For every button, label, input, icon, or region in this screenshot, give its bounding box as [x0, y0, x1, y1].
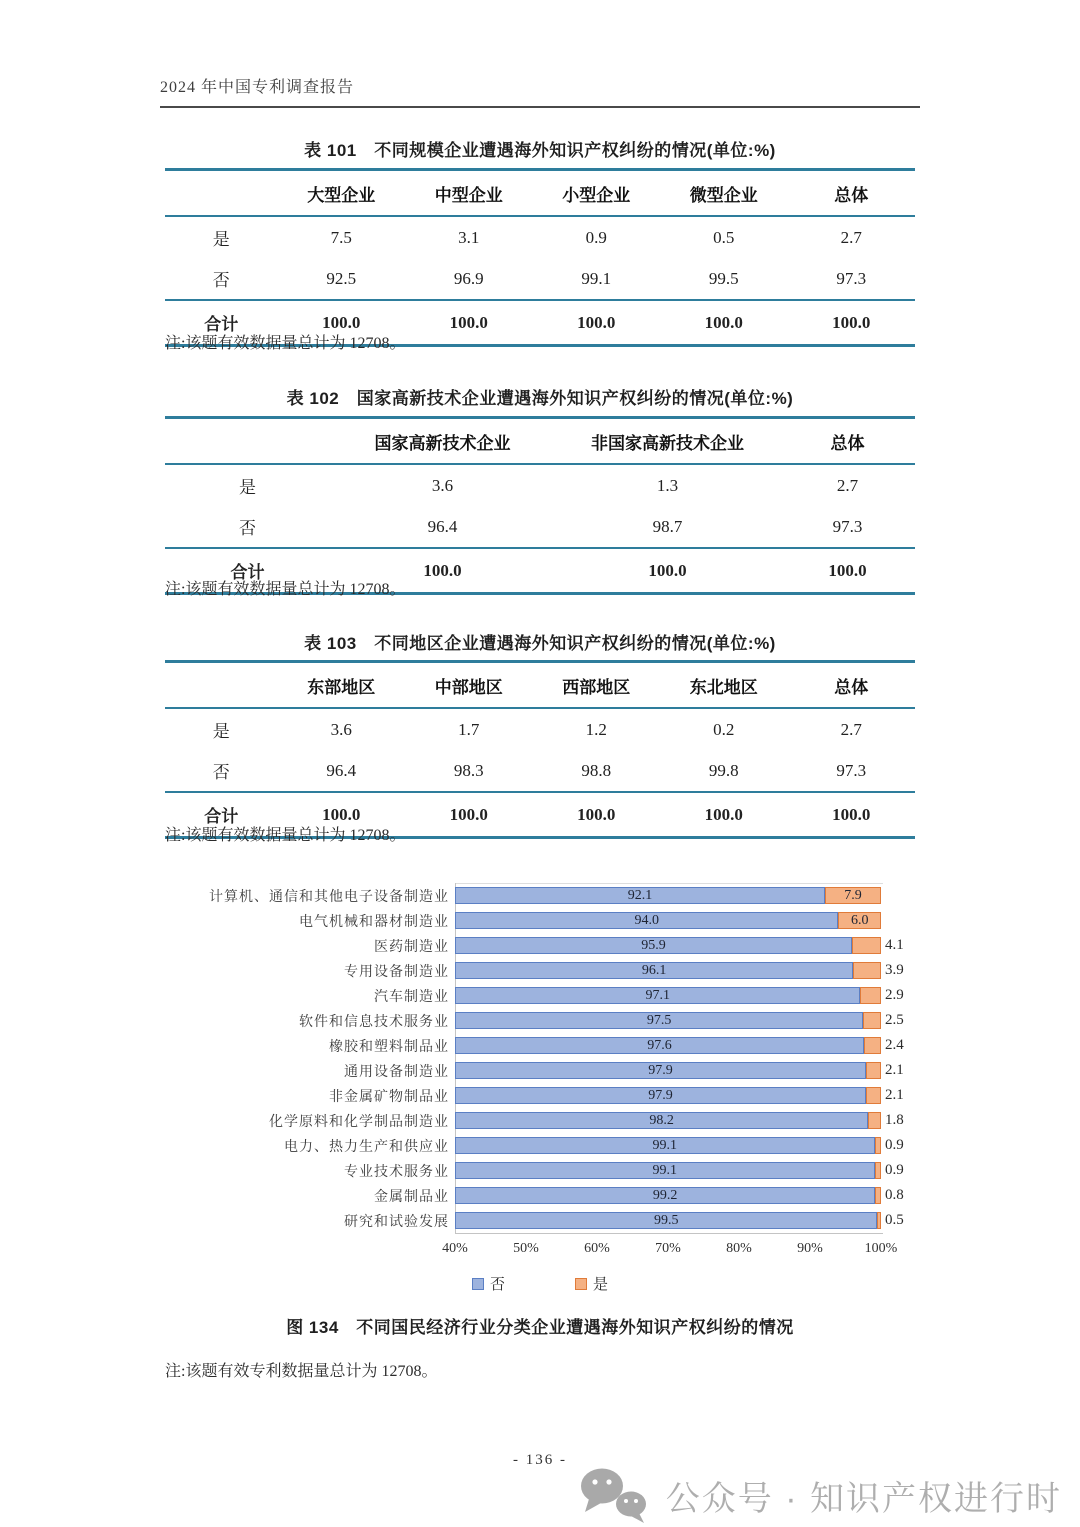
category-label: 金属制品业 [374, 1189, 449, 1205]
bar-track [455, 937, 904, 954]
column-header: 微型企业 [660, 170, 788, 217]
column-header [165, 418, 330, 465]
table-cell: 1.3 [656, 475, 679, 495]
bar-segment-yes [866, 1062, 881, 1079]
bar-value-label: 2.9 [885, 987, 904, 1003]
column-header: 小型企业 [533, 170, 661, 217]
axis-tick-label: 40% [442, 1241, 468, 1256]
table-cell: 96.4 [427, 516, 458, 536]
table-cell: 98.8 [581, 760, 612, 780]
category-label: 专用设备制造业 [344, 964, 449, 980]
bar-segment-yes: 7.9 [825, 887, 881, 904]
bar-segment-no: 99.2 [455, 1187, 875, 1204]
axis-tick-label: 90% [797, 1241, 823, 1256]
bar-value-label: 2.5 [885, 1012, 904, 1028]
row-label: 合计 [165, 300, 278, 346]
table103-note: 注:该题有效数据量总计为 12708。 [165, 827, 406, 844]
table-cell: 100.0 [278, 300, 406, 346]
bar-segment-no: 99.1 [455, 1137, 875, 1154]
table-cell: 99.1 [581, 268, 612, 288]
chart-row [165, 883, 915, 908]
table-cell: 0.2 [713, 719, 735, 739]
category-label: 专业技术服务业 [344, 1164, 449, 1180]
category-label: 汽车制造业 [374, 989, 449, 1005]
table-cell: 100.0 [780, 548, 915, 594]
table-header-row [165, 418, 915, 465]
category-label: 化学原料和化学制品制造业 [269, 1114, 449, 1130]
category-label: 医药制造业 [374, 939, 449, 955]
x-axis [442, 1241, 898, 1261]
bar-value-label: 2.1 [885, 1087, 904, 1103]
figure-note: 注:该题有效专利数据量总计为 12708。 [165, 1363, 438, 1380]
table-cell: 0.9 [585, 227, 607, 247]
column-header [165, 170, 278, 217]
table-row [165, 258, 915, 300]
table-row [165, 708, 915, 750]
chart-row [165, 958, 915, 983]
chart-row [165, 1108, 915, 1133]
figure-caption: 图 134 不同国民经济行业分类企业遭遇海外知识产权纠纷的情况 [286, 1318, 794, 1337]
table-cell: 2.7 [840, 227, 862, 247]
row-label: 是 [239, 478, 256, 497]
table-cell: 97.3 [836, 268, 867, 288]
table-cell: 1.2 [585, 719, 607, 739]
table-cell: 100.0 [405, 300, 533, 346]
category-label: 计算机、通信和其他电子设备制造业 [209, 889, 449, 905]
column-header: 中部地区 [405, 662, 533, 709]
table-row [165, 464, 915, 506]
column-header: 非国家高新技术企业 [555, 418, 780, 465]
column-header: 国家高新技术企业 [330, 418, 555, 465]
bar-value-label: 0.9 [885, 1137, 904, 1153]
row-label: 是 [212, 230, 230, 249]
table-cell: 100.0 [788, 792, 916, 838]
bar-segment-no: 95.9 [455, 937, 852, 954]
table-cell: 92.5 [326, 268, 357, 288]
axis-tick-label: 50% [513, 1241, 539, 1256]
table-cell: 2.7 [840, 719, 862, 739]
bar-segment-no: 98.2 [455, 1112, 868, 1129]
table-header-row [165, 170, 915, 217]
report-header-title: 2024 年中国专利调查报告 [160, 74, 920, 108]
table-cell: 96.9 [453, 268, 484, 288]
bar-segment-yes [866, 1087, 881, 1104]
bar-segment-yes [877, 1212, 881, 1229]
bar-value-label: 2.4 [885, 1037, 904, 1053]
column-header: 总体 [780, 418, 915, 465]
chart-row [165, 1133, 915, 1158]
bar-track [455, 962, 904, 979]
table-cell: 100.0 [555, 548, 780, 594]
row-label: 合计 [165, 792, 278, 838]
bar-track [455, 912, 881, 929]
bar-segment-no: 96.1 [455, 962, 853, 979]
bar-value-label: 0.5 [885, 1212, 904, 1228]
bar-segment-no: 97.9 [455, 1087, 866, 1104]
axis-tick-label: 70% [655, 1241, 681, 1256]
row-label: 否 [212, 271, 230, 290]
bar-value-label: 0.8 [885, 1187, 904, 1203]
page-number: - 136 - [513, 1452, 567, 1468]
legend-label-no: 否 [489, 1277, 505, 1293]
category-label: 电力、热力生产和供应业 [284, 1139, 449, 1155]
table-cell: 99.8 [708, 760, 739, 780]
table-cell: 97.3 [832, 516, 863, 536]
bar-segment-yes [860, 987, 881, 1004]
chart-row [165, 1083, 915, 1108]
category-label: 橡胶和塑料制品业 [329, 1039, 449, 1055]
bar-segment-yes [875, 1137, 881, 1154]
table103-title: 表 103 不同地区企业遭遇海外知识产权纠纷的情况(单位:%) [304, 634, 776, 653]
bar-track [455, 1012, 904, 1029]
table101-title: 表 101 不同规模企业遭遇海外知识产权纠纷的情况(单位:%) [304, 141, 776, 160]
column-header: 西部地区 [533, 662, 661, 709]
table102-note: 注:该题有效数据量总计为 12708。 [165, 581, 406, 598]
table-cell: 100.0 [788, 300, 916, 346]
table102-title: 表 102 国家高新技术企业遭遇海外知识产权纠纷的情况(单位:%) [286, 389, 794, 408]
column-header: 总体 [788, 170, 916, 217]
column-header [165, 662, 278, 709]
table-row [165, 216, 915, 258]
legend-label-yes: 是 [593, 1277, 609, 1293]
chart-row [165, 1058, 915, 1083]
table-cell: 3.6 [330, 719, 352, 739]
category-label: 电气机械和器材制造业 [299, 914, 449, 930]
chart-row [165, 908, 915, 933]
bar-track [455, 1062, 904, 1079]
column-header: 大型企业 [278, 170, 406, 217]
bar-track [455, 1137, 904, 1154]
category-label: 研究和试验发展 [344, 1214, 449, 1230]
bar-track [455, 1187, 904, 1204]
row-label: 否 [239, 519, 256, 538]
bar-segment-no: 97.9 [455, 1062, 866, 1079]
legend-swatch-yes-icon [575, 1278, 587, 1290]
industry-dispute-chart [165, 875, 925, 1307]
chart-rows [165, 883, 915, 1233]
table-cell: 100.0 [405, 792, 533, 838]
chart-row [165, 1158, 915, 1183]
bar-segment-no: 99.5 [455, 1212, 877, 1229]
row-label: 否 [212, 763, 230, 782]
legend-item-no [472, 1273, 505, 1294]
bar-segment-no: 94.0 [455, 912, 838, 929]
bar-track [455, 1162, 904, 1179]
bar-segment-yes [875, 1187, 881, 1204]
axis-tick-label: 100% [864, 1241, 898, 1256]
bar-value-label: 3.9 [885, 962, 904, 978]
table-cell: 3.6 [431, 475, 454, 495]
table102 [165, 416, 915, 595]
wechat-icon [576, 1466, 652, 1524]
table-cell: 100.0 [533, 792, 661, 838]
legend-item-yes [575, 1273, 608, 1294]
watermark-text: 公众号 · 知识产权进行时 [665, 1479, 1062, 1518]
bar-track [455, 1212, 904, 1229]
bar-segment-yes [852, 937, 881, 954]
table-cell: 1.7 [458, 719, 480, 739]
table-cell: 99.5 [708, 268, 739, 288]
table-cell: 100.0 [660, 792, 788, 838]
axis-tick-label: 60% [584, 1241, 610, 1256]
row-label: 合计 [165, 548, 330, 594]
chart-row [165, 983, 915, 1008]
table-header-row [165, 662, 915, 709]
bar-segment-no: 97.1 [455, 987, 860, 1004]
bar-segment-yes: 6.0 [838, 912, 881, 929]
legend-swatch-no-icon [472, 1278, 484, 1290]
bar-value-label: 2.1 [885, 1062, 904, 1078]
table-cell: 100.0 [330, 548, 555, 594]
bar-track [455, 1112, 904, 1129]
table-cell: 100.0 [533, 300, 661, 346]
bar-segment-no: 97.6 [455, 1037, 864, 1054]
bar-track [455, 887, 881, 904]
bar-segment-yes [853, 962, 881, 979]
column-header: 东北地区 [660, 662, 788, 709]
table-cell: 100.0 [660, 300, 788, 346]
chart-legend [165, 1273, 915, 1294]
bar-segment-no: 97.5 [455, 1012, 863, 1029]
bar-track [455, 1087, 904, 1104]
bar-segment-yes [863, 1012, 881, 1029]
bar-value-label: 1.8 [885, 1112, 904, 1128]
table-cell: 97.3 [836, 760, 867, 780]
watermark [576, 1466, 1062, 1524]
bar-segment-yes [868, 1112, 881, 1129]
row-label: 是 [212, 722, 230, 741]
chart-row [165, 933, 915, 958]
bar-value-label: 4.1 [885, 937, 904, 953]
chart-row [165, 1008, 915, 1033]
chart-row [165, 1033, 915, 1058]
x-axis-line [455, 1233, 883, 1234]
table101 [165, 168, 915, 347]
table-cell: 96.4 [326, 760, 357, 780]
chart-row [165, 1183, 915, 1208]
bar-segment-yes [864, 1037, 881, 1054]
category-label: 通用设备制造业 [344, 1064, 449, 1080]
table-cell: 0.5 [713, 227, 735, 247]
table-cell: 98.3 [453, 760, 484, 780]
bar-segment-yes [875, 1162, 881, 1179]
column-header: 中型企业 [405, 170, 533, 217]
table-row [165, 750, 915, 792]
table-cell: 7.5 [330, 227, 352, 247]
bar-segment-no: 99.1 [455, 1162, 875, 1179]
table-cell: 98.7 [652, 516, 683, 536]
category-label: 非金属矿物制品业 [329, 1089, 449, 1105]
bar-track [455, 987, 904, 1004]
table-row [165, 506, 915, 548]
column-header: 东部地区 [278, 662, 406, 709]
table-cell: 100.0 [278, 792, 406, 838]
chart-row [165, 1208, 915, 1233]
bar-value-label: 0.9 [885, 1162, 904, 1178]
table103 [165, 660, 915, 839]
table-cell: 3.1 [458, 227, 480, 247]
column-header: 总体 [788, 662, 916, 709]
axis-tick-label: 80% [726, 1241, 752, 1256]
category-label: 软件和信息技术服务业 [299, 1014, 449, 1030]
table-cell: 2.7 [836, 475, 859, 495]
table101-note: 注:该题有效数据量总计为 12708。 [165, 335, 406, 352]
bar-track [455, 1037, 904, 1054]
bar-segment-no: 92.1 [455, 887, 825, 904]
